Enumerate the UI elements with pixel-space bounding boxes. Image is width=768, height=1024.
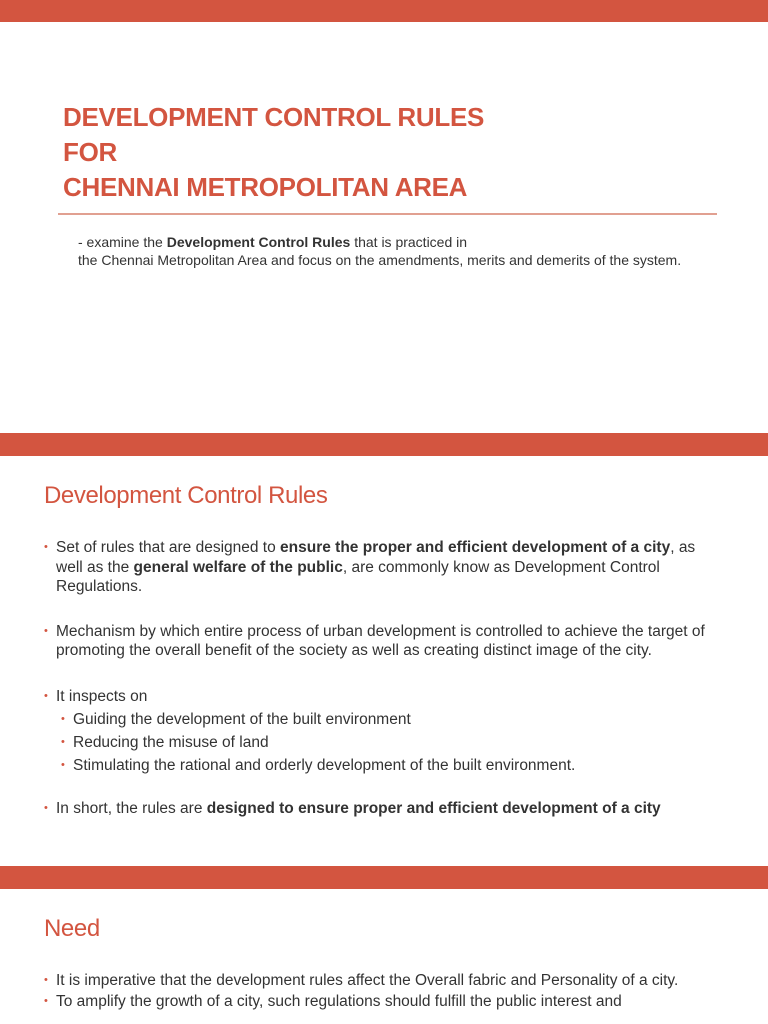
bullet-icon: • [61,713,65,725]
sub-list-item [56,710,714,730]
section-heading-need: Need [44,915,100,942]
intro-post: that is practiced in [350,234,468,250]
b1-mid: , as well as the [56,539,696,576]
list-item [44,992,714,1012]
b1-bold-1: ensure the proper and efficient development of a city [280,539,671,556]
bullet-icon: • [44,974,48,986]
sub-list-item [56,756,714,776]
b3-text: It inspects on [56,687,148,705]
title-line-3: CHENNAI METROPOLITAN AREA [63,172,468,202]
section-heading-development-control-rules: Development Control Rules [44,482,328,509]
list-item [44,687,714,776]
title-divider [58,213,717,215]
sub-item-text: Reducing the misuse of land [73,734,269,751]
intro-pre: - examine the [78,234,167,250]
bullet-icon: • [61,736,65,748]
b4-pre: In short, the rules are [56,799,207,817]
list-item [44,622,714,661]
b1-post: , are commonly know as Development Control Regulations. [56,558,660,595]
section-divider-bar [0,866,768,889]
bullet-list [44,538,714,818]
sub-list-item [56,733,714,753]
bullet-icon: • [44,801,48,814]
section-divider-bar [0,433,768,456]
list-item [44,971,714,991]
bullet-icon: • [44,994,48,1007]
bullet-icon: • [44,689,48,702]
list-item [44,799,714,819]
bullet-list [44,971,714,1012]
title-line-2: FOR [63,137,117,167]
intro-line-2: the Chennai Metropolitan Area and focus on the amendments, merits and demerits of the system. [78,252,682,268]
bullet-icon: • [61,759,65,771]
b2-text: Mechanism by which entire process of urban development is controlled to achieve the target of promoting the overall benefit of the society as well as creating distinct image of the city. [56,622,705,659]
b4-bold: designed to ensure proper and efficient development of a city [206,799,661,817]
bullet-icon: • [44,541,48,553]
list-item [44,538,714,597]
sub-item-text: Stimulating the rational and orderly development of the built environment. [73,757,576,774]
intro-bold: Development Control Rules [166,234,351,250]
title-line-1: DEVELOPMENT CONTROL RULES [63,102,485,132]
intro-text [78,233,681,269]
top-accent-bar [0,0,768,22]
page-title [63,100,484,205]
bullet-icon: • [44,624,48,637]
need-b1-text: It is imperative that the development rules affect the Overall fabric and Personality of a city. [56,972,679,989]
sub-list [56,710,714,776]
sub-item-text: Guiding the development of the built environment [73,711,411,728]
need-b2-text: To amplify the growth of a city, such regulations should fulfill the public interest and [56,992,622,1010]
b1-pre: Set of rules that are designed to [56,539,281,556]
b1-bold-2: general welfare of the public [133,558,343,576]
